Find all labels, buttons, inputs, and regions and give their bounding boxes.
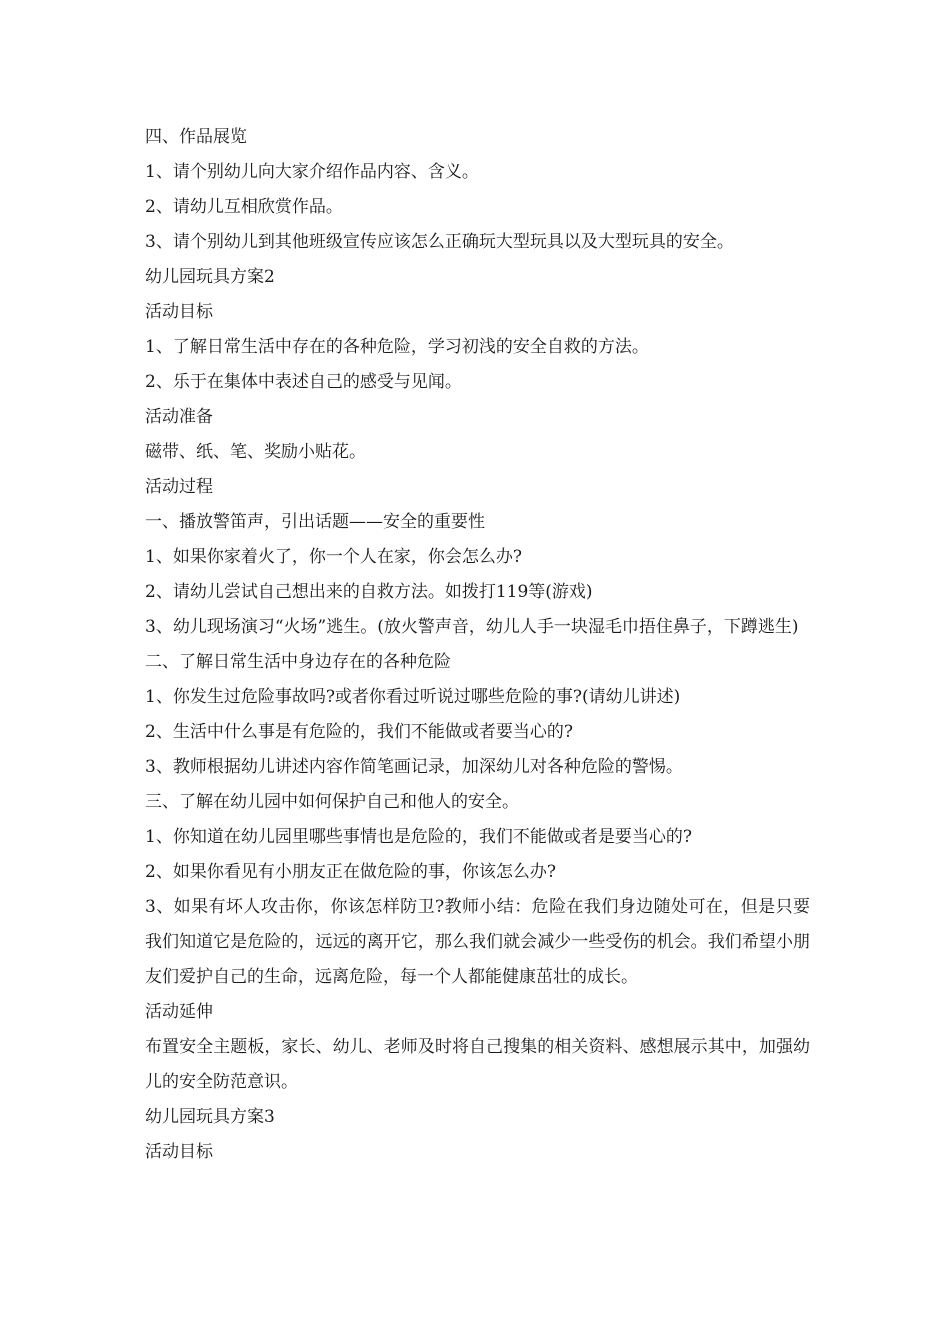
section-heading: 一、播放警笛声，引出话题——安全的重要性 [145,512,485,532]
section-heading: 活动延伸 [145,1002,213,1022]
paragraph: 1、了解日常生活中存在的各种危险，学习初浅的安全自救的方法。 [145,337,649,357]
paragraph: 2、生活中什么事是有危险的，我们不能做或者要当心的? [145,722,573,742]
section-heading: 二、了解日常生活中身边存在的各种危险 [145,652,451,672]
paragraph: 3、教师根据幼儿讲述内容作简笔画记录，加深幼儿对各种危险的警惕。 [145,757,683,777]
paragraph: 3、请个别幼儿到其他班级宣传应该怎么正确玩大型玩具以及大型玩具的安全。 [145,232,734,252]
paragraph: 布置安全主题板，家长、幼儿、老师及时将自己搜集的相关资料、感想展示其中，加强幼儿的安全防范意识。 [145,1037,810,1092]
paragraph: 2、请幼儿尝试自己想出来的自救方法。如拨打119等(游戏) [145,582,593,602]
document-body [145,120,810,1170]
paragraph: 3、如果有坏人攻击你，你该怎样防卫?教师小结：危险在我们身边随处可在，但是只要我们知道它是危险的，远远的离开它，那么我们就会减少一些受伤的机会。我们希望小朋友们爱护自己的生命，远离危险，每一个人都能健康茁壮的成长。 [145,897,810,987]
paragraph: 3、幼儿现场演习“火场”逃生。(放火警声音，幼儿人手一块湿毛巾捂住鼻子，下蹲逃生) [145,617,799,637]
paragraph: 1、你知道在幼儿园里哪些事情也是危险的，我们不能做或者是要当心的? [145,827,692,847]
section-heading: 活动准备 [145,407,213,427]
paragraph: 磁带、纸、笔、奖励小贴花。 [145,442,366,462]
paragraph: 1、如果你家着火了，你一个人在家，你会怎么办? [145,547,522,567]
section-heading: 活动目标 [145,302,213,322]
section-heading: 活动目标 [145,1142,213,1162]
paragraph: 2、如果你看见有小朋友正在做危险的事，你该怎么办? [145,862,556,882]
paragraph: 2、乐于在集体中表述自己的感受与见闻。 [145,372,462,392]
plan-title: 幼儿园玩具方案3 [145,1107,275,1127]
paragraph: 1、你发生过危险事故吗?或者你看过听说过哪些危险的事?(请幼儿讲述) [145,687,681,707]
section-heading: 三、了解在幼儿园中如何保护自己和他人的安全。 [145,792,519,812]
paragraph: 2、请幼儿互相欣赏作品。 [145,197,343,217]
section-heading: 四、作品展览 [145,127,247,147]
plan-title: 幼儿园玩具方案2 [145,267,275,287]
paragraph: 1、请个别幼儿向大家介绍作品内容、含义。 [145,162,479,182]
section-heading: 活动过程 [145,477,213,497]
